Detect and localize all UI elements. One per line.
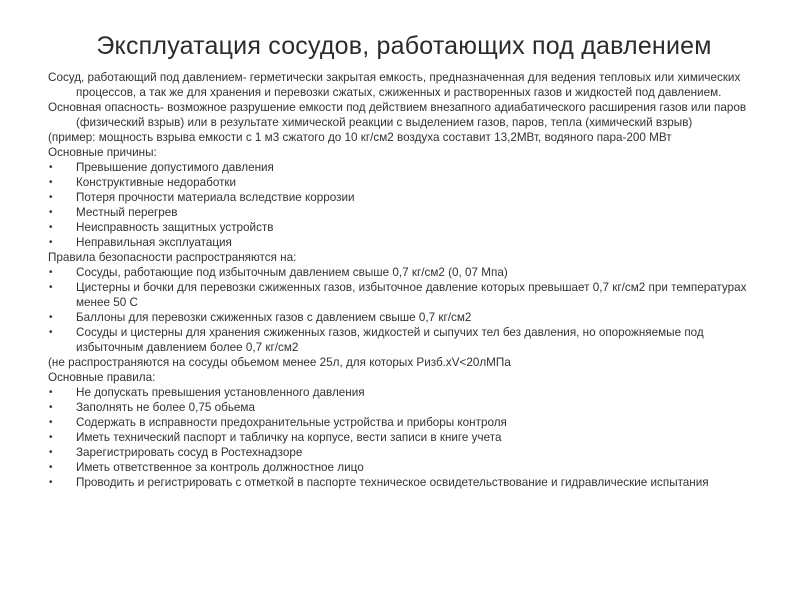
explosion-example-paragraph: (пример: мощность взрыва емкости с 1 м3 сжатого до 10 кг/см2 воздуха составит 13,2МВт, водяного пара-200 МВт	[48, 131, 672, 144]
exception-note: (не распространяются на сосуды обьемом менее 25л, для которых Pизб.xV<20лМПа	[48, 356, 511, 369]
list-item: • Заполнять не более 0,75 обьема	[48, 400, 760, 415]
main-rules-list	[48, 385, 760, 490]
list-item: • Неисправность защитных устройств	[48, 220, 760, 235]
slide-title: Эксплуатация сосудов, работающих под давлением	[96, 32, 712, 60]
list-item: • Конструктивные недоработки	[48, 175, 760, 190]
causes-heading: Основные причины:	[48, 146, 157, 159]
list-item: • Зарегистрировать сосуд в Ростехнадзоре	[48, 445, 760, 460]
list-item: • Иметь ответственное за контроль должностное лицо	[48, 460, 760, 475]
list-item: • Превышение допустимого давления	[48, 160, 760, 175]
list-item: • Цистерны и бочки для перевозки сжиженных газов, избыточное давление которых превышает 0,7 кг/см2 при температурах менее 50 С	[48, 280, 760, 310]
causes-list	[48, 160, 760, 250]
list-item: • Проводить и регистрировать с отметкой в паспорте техническое освидетельствование и гидравлические испытания	[48, 475, 760, 490]
main-rules-heading: Основные правила:	[48, 371, 156, 384]
list-item: • Неправильная эксплуатация	[48, 235, 760, 250]
list-item: • Баллоны для перевозки сжиженных газов с давлением свыше 0,7 кг/см2	[48, 310, 760, 325]
list-item: • Содержать в исправности предохранительные устройства и приборы контроля	[48, 415, 760, 430]
main-hazard-paragraph: Основная опасность- возможное разрушение емкости под действием внезапного адиабатического расширения газов или паров (физический взрыв) или в результате химической реакции с выделением газов, паров, тепла (химический взрыв)	[48, 101, 747, 129]
definition-paragraph: Сосуд, работающий под давлением- герметически закрытая емкость, предназначенная для ведения тепловых или химических процессов, а так же для хранения и перевозки сжатых, сжиженных и растворенных газов и жидкостей под давлением.	[48, 71, 741, 99]
list-item: • Не допускать превышения установленного давления	[48, 385, 760, 400]
list-item: • Иметь технический паспорт и табличку на корпусе, вести записи в книге учета	[48, 430, 760, 445]
list-item: • Потеря прочности материала вследствие коррозии	[48, 190, 760, 205]
slide-body	[48, 70, 760, 490]
rules-scope-list	[48, 265, 760, 355]
rules-scope-heading: Правила безопасности распространяются на:	[48, 251, 297, 264]
list-item: • Сосуды, работающие под избыточным давлением свыше 0,7 кг/см2 (0, 07 Мпа)	[48, 265, 760, 280]
list-item: • Местный перегрев	[48, 205, 760, 220]
list-item: • Сосуды и цистерны для хранения сжиженных газов, жидкостей и сыпучих тел без давления, но опорожняемые под избыточным давлением более 0,7 кг/см2	[48, 325, 760, 355]
